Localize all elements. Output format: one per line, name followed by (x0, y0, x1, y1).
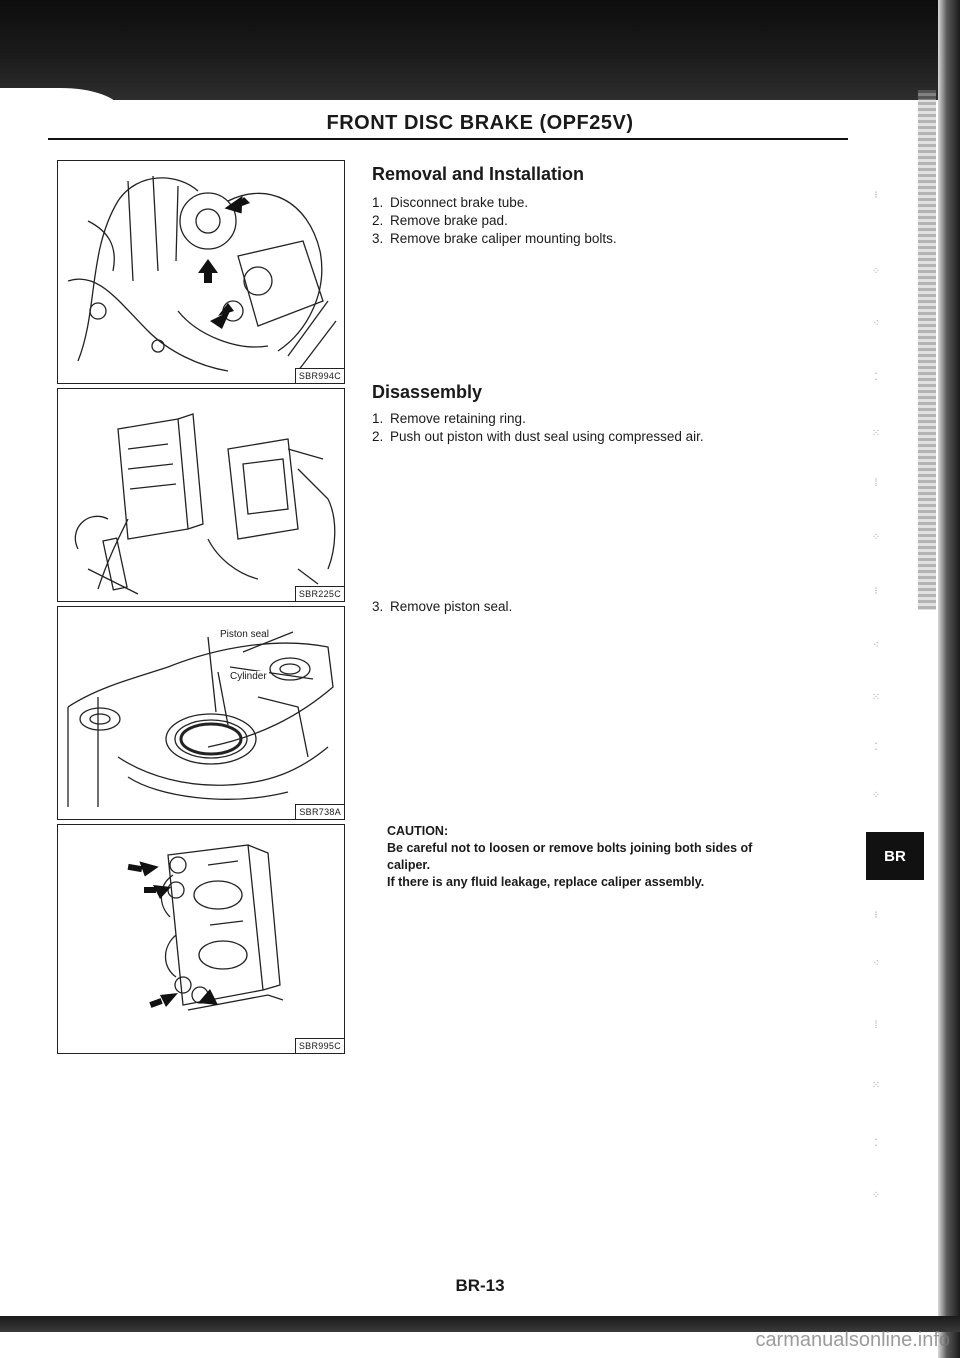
tab-mark: ⁖ (873, 318, 879, 329)
figure-code: SBR738A (295, 804, 344, 819)
caution-note (387, 823, 877, 891)
tab-mark: ⁝ (874, 190, 878, 201)
tab-mark: ⁞ (874, 478, 878, 489)
list-item: 3. Remove piston seal. (372, 599, 513, 614)
tab-mark: ⁚ (874, 1138, 878, 1149)
callout-piston-seal: Piston seal (220, 629, 269, 640)
tab-mark: ⁘ (871, 266, 881, 277)
tab-mark: ⁝ (874, 586, 878, 597)
section-heading-disassembly: Disassembly (372, 382, 483, 402)
removal-steps (372, 194, 617, 248)
tab-mark: ⁚ (874, 372, 878, 383)
piston-removal-illustration (58, 389, 344, 601)
figure-caliper-bolts (57, 824, 345, 1054)
caution-line: caliper. (387, 858, 431, 872)
title-rule (48, 138, 848, 140)
disassembly-step-3 (372, 598, 512, 616)
caution-line: Be careful not to loosen or remove bolts joining both sides of (387, 841, 753, 855)
caliper-mounting-illustration (58, 161, 344, 383)
tab-mark: ⁙ (871, 692, 881, 703)
list-item: 1. Remove retaining ring. (372, 411, 526, 426)
tab-mark: ⁖ (873, 958, 879, 969)
caliper-bolts-illustration (58, 825, 344, 1053)
figure-piston-removal (57, 388, 345, 602)
figure-piston-seal (57, 606, 345, 820)
watermark: carmanualsonline.info (755, 1329, 950, 1351)
figure-code: SBR995C (295, 1038, 344, 1053)
page-title: FRONT DISC BRAKE (OPF25V) (326, 112, 634, 134)
callout-cylinder: Cylinder (230, 671, 267, 682)
figure-caliper-mounting (57, 160, 345, 384)
disassembly-steps (372, 410, 704, 446)
section-heading-removal: Removal and Installation (372, 164, 585, 184)
tab-mark: ⁙ (871, 1080, 881, 1091)
caution-line: If there is any fluid leakage, replace caliper assembly. (387, 875, 705, 889)
right-scan-edge (938, 0, 960, 1358)
page-number: BR-13 (455, 1276, 505, 1295)
figure-code: SBR994C (295, 368, 344, 383)
caution-label: CAUTION: (387, 824, 449, 838)
tab-mark: ⁘ (871, 790, 881, 801)
figure-code: SBR225C (295, 586, 344, 601)
top-scan-band (0, 0, 960, 100)
list-item: 2. Push out piston with dust seal using compressed air. (372, 429, 704, 444)
piston-seal-illustration (58, 607, 344, 819)
section-tab-active[interactable]: BR (866, 832, 924, 880)
tab-mark: ⁖ (873, 640, 879, 651)
list-item: 1. Disconnect brake tube. (372, 195, 529, 210)
tab-mark: ⁝ (874, 910, 878, 921)
tab-mark: ⁞ (874, 1020, 878, 1031)
tab-mark: ⁚ (874, 742, 878, 753)
tab-mark: ⁙ (871, 428, 881, 439)
right-scan-texture (918, 90, 936, 610)
tab-mark: ⁘ (871, 1190, 881, 1201)
list-item: 2. Remove brake pad. (372, 213, 508, 228)
tab-mark: ⁘ (871, 532, 881, 543)
list-item: 3. Remove brake caliper mounting bolts. (372, 231, 617, 246)
